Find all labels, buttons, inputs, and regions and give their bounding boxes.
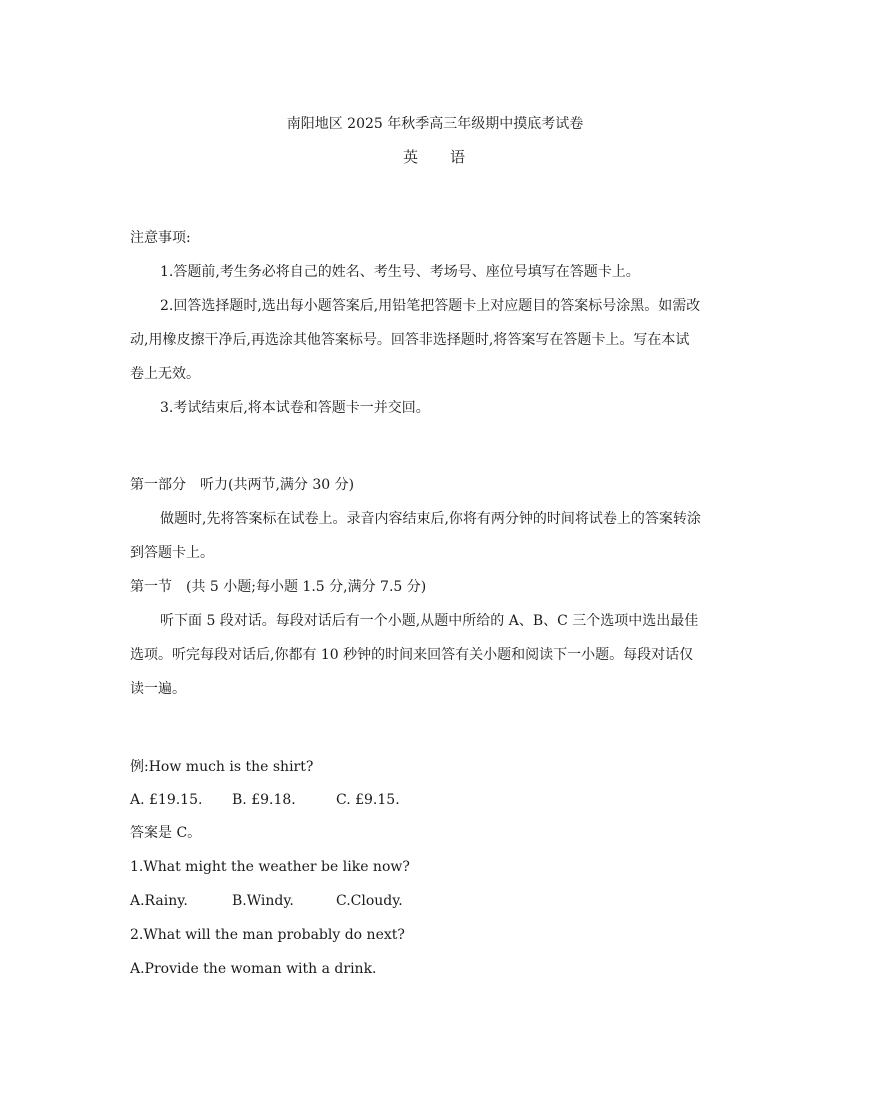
exam-subject	[0, 147, 870, 167]
subject-char-2: 语	[450, 148, 468, 166]
section1-heading: 第一节 (共 5 小题;每小题 1.5 分,满分 7.5 分)	[130, 579, 427, 595]
notice-item-1: 1.答题前,考生务必将自己的姓名、考生号、考场号、座位号填写在答题卡上。	[160, 264, 640, 280]
exam-title: 南阳地区 2025 年秋季高三年级期中摸底考试卷	[286, 116, 584, 132]
example-option-b: B. £9.18.	[232, 792, 296, 808]
question-2-text: 2.What will the man probably do next?	[130, 927, 405, 943]
part1-instr-line-1: 做题时,先将答案标在试卷上。录音内容结束后,你将有两分钟的时间将试卷上的答案转涂	[160, 511, 701, 527]
notice-item-2-line-3: 卷上无效。	[130, 366, 200, 382]
section1-line-3: 读一遍。	[130, 681, 186, 697]
notice-item-2-line-1: 2.回答选择题时,选出每小题答案后,用铅笔把答题卡上对应题目的答案标号涂黑。如需改	[160, 298, 701, 314]
example-option-c: C. £9.15.	[336, 792, 400, 808]
section1-line-2: 选项。听完每段对话后,你都有 10 秒钟的时间来回答有关小题和阅读下一小题。每段对话仅	[130, 647, 694, 663]
notice-item-2-line-2: 动,用橡皮擦干净后,再选涂其他答案标号。回答非选择题时,将答案写在答题卡上。写在本试	[130, 332, 690, 348]
subject-char-1: 英	[402, 148, 420, 166]
part1-instr-line-2: 到答题卡上。	[130, 545, 214, 561]
question-1-text: 1.What might the weather be like now?	[130, 859, 410, 875]
example-answer: 答案是 C。	[130, 825, 202, 841]
example-option-a: A. £19.15.	[130, 792, 203, 808]
question-1-option-a: A.Rainy.	[130, 893, 188, 909]
question-1-option-b: B.Windy.	[232, 893, 294, 909]
section1-line-1: 听下面 5 段对话。每段对话后有一个小题,从题中所给的 A、B、C 三个选项中选出最佳	[160, 613, 699, 629]
question-1-option-c: C.Cloudy.	[336, 893, 403, 909]
notice-heading: 注意事项:	[130, 230, 191, 246]
question-2-option-a: A.Provide the woman with a drink.	[130, 961, 377, 977]
notice-item-3: 3.考试结束后,将本试卷和答题卡一并交回。	[160, 400, 430, 416]
part1-heading: 第一部分 听力(共两节,满分 30 分)	[130, 477, 355, 493]
example-question: 例:How much is the shirt?	[130, 759, 314, 775]
